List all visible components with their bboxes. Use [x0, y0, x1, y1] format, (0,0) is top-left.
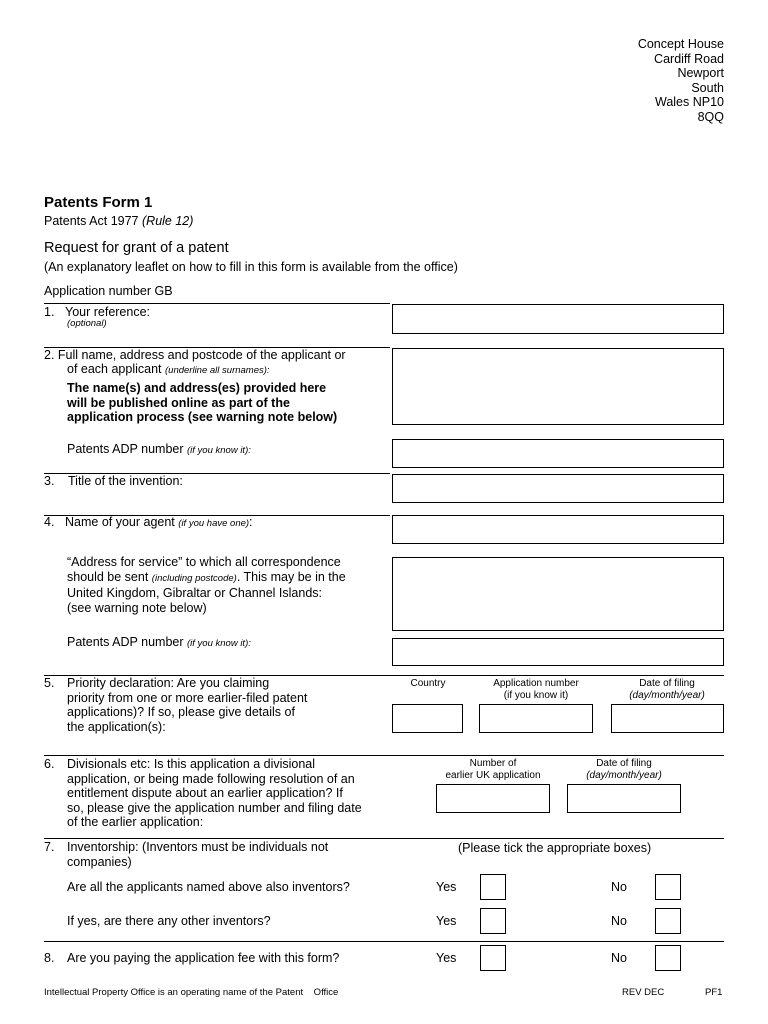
warning-line: application process (see warning note below)	[67, 410, 338, 424]
inventorship-label	[67, 840, 328, 869]
earlier-application-number-input[interactable]	[436, 784, 550, 813]
application-number-label: Application number GB	[44, 284, 173, 298]
applicant-adp-input[interactable]	[392, 439, 724, 468]
q5-line: Priority declaration: Are you claiming	[67, 676, 270, 690]
divisional-date-column-header	[566, 758, 682, 781]
applicant-adp-label	[67, 442, 251, 459]
address-line: Cardiff Road	[654, 51, 724, 66]
office-address	[638, 37, 724, 124]
column-note: (if you know it)	[503, 689, 569, 701]
divisionals-label	[67, 757, 362, 830]
priority-declaration-label	[67, 676, 307, 734]
invention-title-input[interactable]	[392, 474, 724, 503]
q5-line: priority from one or more earlier-filed patent	[67, 690, 308, 705]
q2-label-text: of each applicant	[67, 362, 162, 376]
no-label: No	[611, 880, 627, 894]
q5-line: the application(s):	[67, 719, 166, 734]
agent-adp-input[interactable]	[392, 638, 724, 666]
q2-note: (underline all surnames):	[165, 365, 270, 376]
service-note: (including postcode)	[151, 572, 237, 584]
address-line: Wales NP10	[654, 95, 724, 109]
divider	[44, 755, 724, 756]
address-line: 8QQ	[697, 109, 724, 124]
yes-label: Yes	[436, 880, 457, 894]
divider	[44, 303, 390, 304]
address-line: Concept House	[637, 37, 724, 51]
divider	[44, 838, 724, 839]
form-title: Patents Form 1	[44, 194, 153, 211]
q1-note: (optional)	[67, 318, 107, 329]
explanatory-note: (An explanatory leaflet on how to fill in this form is available from the office)	[44, 260, 458, 274]
q5-number: 5.	[44, 676, 55, 690]
act-line	[44, 214, 193, 229]
adp-note: (if you know it):	[187, 445, 251, 456]
service-text: . This may be in the	[236, 569, 346, 584]
q6-line: of the earlier application:	[67, 815, 204, 829]
column-note: (day/month/year)	[586, 769, 662, 781]
adp-label-text: Patents ADP number	[67, 635, 184, 649]
earlier-application-column-header	[432, 758, 554, 781]
q4-note: (if you have one)	[178, 518, 250, 529]
fee-question: Are you paying the application fee with this form?	[67, 951, 340, 965]
column-title: Date of filing	[596, 758, 652, 769]
adp-note: (if you know it):	[187, 638, 251, 649]
q3-label: Title of the invention:	[68, 474, 183, 488]
q1-label: Your reference:	[65, 305, 151, 319]
applicant-name-address-input[interactable]	[392, 348, 724, 425]
q6-line: application, or being made following resolution of an	[67, 771, 355, 786]
earlier-application-date-input[interactable]	[567, 784, 681, 813]
service-text: should be sent	[67, 569, 149, 584]
yes-label: Yes	[436, 914, 457, 928]
q7-line: Inventorship: (Inventors must be individuals not	[67, 840, 329, 854]
inventors-no-checkbox[interactable]	[655, 874, 681, 900]
priority-country-input[interactable]	[392, 704, 463, 733]
column-title: earlier UK application	[445, 769, 541, 781]
no-label: No	[611, 951, 627, 965]
priority-date-input[interactable]	[611, 704, 724, 733]
divider	[44, 941, 724, 942]
footer-form-code: PF1	[705, 987, 723, 998]
country-column-header: Country	[410, 678, 446, 689]
fee-yes-checkbox[interactable]	[480, 945, 506, 971]
q5-line: applications)? If so, please give details of	[67, 705, 295, 719]
q4-label-line	[65, 515, 253, 532]
footer-revision: REV DEC	[622, 987, 665, 998]
q6-line: Divisionals etc: Is this application a divisional	[67, 757, 316, 771]
application-number-column-header	[476, 678, 596, 701]
inventors-yes-checkbox[interactable]	[480, 874, 506, 900]
q4-number: 4.	[44, 515, 55, 529]
column-title: Application number	[493, 678, 579, 689]
no-label: No	[611, 914, 627, 928]
address-line: Newport	[677, 66, 724, 80]
yes-label: Yes	[436, 951, 457, 965]
address-for-service-label	[67, 555, 346, 615]
column-title: Number of	[469, 758, 517, 769]
q7-line: companies)	[67, 854, 132, 869]
q6-number: 6.	[44, 757, 55, 771]
q3-number: 3.	[44, 474, 55, 488]
other-inventors-no-checkbox[interactable]	[655, 908, 681, 934]
other-inventors-yes-checkbox[interactable]	[480, 908, 506, 934]
column-note: (day/month/year)	[629, 689, 705, 701]
q8-number: 8.	[44, 951, 55, 965]
rule-text: (Rule 12)	[142, 214, 194, 228]
address-for-service-input[interactable]	[392, 557, 724, 631]
service-line: “Address for service” to which all correspondence	[67, 555, 341, 569]
service-line: United Kingdom, Gibraltar or Channel Islands:	[67, 586, 322, 600]
other-inventors-question: If yes, are there any other inventors?	[67, 914, 271, 928]
q7-number: 7.	[44, 840, 55, 854]
priority-application-number-input[interactable]	[479, 704, 593, 733]
agent-adp-label	[67, 635, 251, 652]
all-applicants-inventors-question: Are all the applicants named above also inventors?	[67, 880, 350, 894]
warning-line: The name(s) and address(es) provided here	[67, 381, 327, 395]
fee-no-checkbox[interactable]	[655, 945, 681, 971]
act-text: Patents Act 1977	[44, 214, 139, 228]
q6-line: so, please give the application number and filing date	[67, 800, 362, 815]
q1-number: 1.	[44, 305, 55, 319]
adp-label-text: Patents ADP number	[67, 442, 184, 456]
publication-warning	[67, 381, 337, 425]
your-reference-input[interactable]	[392, 304, 724, 334]
service-line	[67, 570, 346, 587]
footer-note: Intellectual Property Office is an operating name of the Patent Office	[44, 987, 339, 998]
q6-line: entitlement dispute about an earlier application? If	[67, 786, 343, 800]
q2-label: 2. Full name, address and postcode of the applicant or	[44, 348, 346, 362]
q4-label: Name of your agent	[65, 515, 175, 529]
address-line: South	[691, 80, 724, 95]
column-title: Date of filing	[639, 678, 695, 689]
warning-line: will be published online as part of the	[67, 395, 290, 410]
date-of-filing-column-header	[610, 678, 724, 701]
agent-name-input[interactable]	[392, 515, 724, 544]
form-heading: Request for grant of a patent	[44, 240, 229, 256]
q4-colon: :	[249, 515, 253, 529]
service-line: (see warning note below)	[67, 600, 207, 615]
q2-label-line2	[67, 362, 270, 379]
tick-instruction: (Please tick the appropriate boxes)	[458, 841, 652, 855]
